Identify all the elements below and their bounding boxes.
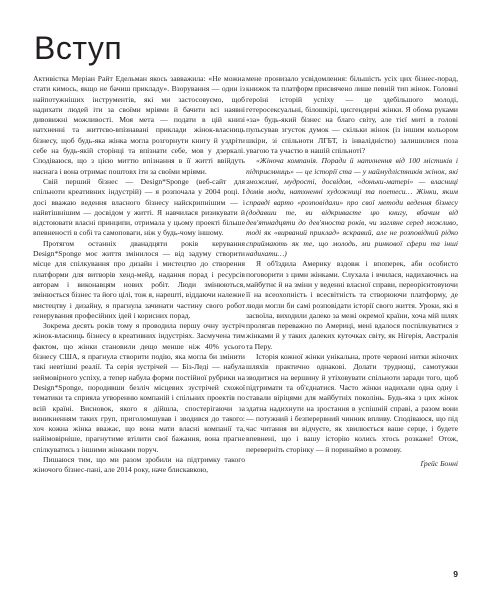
paragraph: мене пронизало усвідомлення: більшість усіх цих бізнес-порад, книжок та платформ присвячено лише певній тип жінок. Головні героїні історій успіху — це здебільшого молоді, гетеросексуальні, білошкірі, цисгендерні жінки. Я обома руками «за» будь-який бізнес на благо світу, але тієї миті в голові пульсував згусток думок — скільки жінок (із іншим кольором шкіри, зі спільноти ЛГБТ, із інвалідністю) залишилися поза увагою та участю в нашій спільноті? bbox=[246, 74, 458, 156]
paragraph: Я об'їздила Америку вздовж і впоперек, аби особисто поговорити з цими жінками. Слухала і вчилася, надихаючись на майбутнє й на зміни у веденні власної справи, переорієнтовуючи її на всеохопність і всесвітність та створюючи платформу, де люди могли би самі розповідати історії свого життя. Уроки, які я засвоїла, виходили далеко за межі окремої країни, хоча мій шлях пролягав переважно по Америці, мені вдалося поспілкуватися з жінками й у таких далеких куточках світу, як Нігерія, Австралія та Перу. bbox=[246, 259, 458, 351]
paragraph: «Жіноча компанія. Поради й натхнення від 100 містиків і підприємниць» — це історії ста — у наймудлістників жінок, які зможливі, мудрості, досвідом, «доньки-матері» — власниці домів моди, натхненні художниці та поетеси… Жінки, яким справді варто «розповідали» про свої методи ведення бізнесу (додавши те, ви відкриваєте цю книгу, вбачим від дев'ятнадцяти до дев'яноста років, чи загляне серед можливо, тоді як «вирваний приклад» яскравий, але не розповідний рідко сприймають як те, що молодь, ми ринкової сфери та інші надихати…) bbox=[246, 156, 458, 259]
right-column bbox=[246, 74, 458, 469]
paragraph: Історія кожної жінки унікальна, проте червоні нитки жіночих шляхів практично однакові. Долати труднощі, самотужки зводитися на вершину й утіховувати спільноти заради того, щоб підтримати та об'єднатися. Часто жінки надихали одна одну і ставали віріцями для майбутніх поколінь. Будь-яка з цих жінок здатна надихнути на зростання в успішній справі, а разом вони — потужний і безперервний чинник впливу. Сподіваюся, що під час читання ви відчуєте, як хвилюється ваше серце, і будете впевнені, що і вашу історію колись хтось розкаже! Отож, переверніть сторінку — й поринаймо в розмову. bbox=[246, 352, 458, 454]
page-title: Вступ bbox=[34, 30, 123, 66]
paragraph: Свій перший бізнес — Design*Sponge (веб-сайт для спільноти креативних індустрій) — я розпочала у 2004 році. І досі вважаю ведення власного бізнесу найскрипнішим — і найвтішнішим — досвідом у житті. Я навчилася ризикувати й відстоювати власні принципи, отримала у цьому проекті більше впевненості в собі та самоповаги, ніж у будь-чому іншому. bbox=[33, 176, 245, 238]
paragraph: Пишаюся тим, що ми разом зробили на підтримку такого жіночого бізнес-пані, але 2014 року, наче блискавкою, bbox=[33, 454, 245, 475]
paragraph: Протягом останніх дванадцяти років керування Design*Sponge моє життя змінилося — від задуму створити місце для спілкування про дизайн і мистецтво до створення платформи для витворів хенд-мейд, надання порад і ресурсів авторам і виконавцям нових робіт. Люди змінюються, змінюється бізнес та його цілі, тож я, нарешті, віддаючи належне мистецтву і дизайну, я прагнула зачинати частину свого робот генерування професійних ідей і корисних порад. bbox=[33, 238, 245, 320]
page-number: 9 bbox=[453, 569, 458, 579]
paragraph: Зокрема десять років тому я проводила першу очну зустріч жінок-власниць бізнесу в креативних індустріях. Засмучена тим фактом, що жінки становили дещо менше ніж 40% усього бізнесу США, я прагнула створити подію, яка могла би змінити такі невтішні реалії. Та серія зустрічей — Біз-Леді — набула неймовірного успіху, а тепер набула форми постійної рубрики на Design*Sponge, породивши безліч місцевих зустрічей схожої тематики та сприяла утворенню компаній і спільних проектів по всій країні. Висновок, якого я дійшла, спостерігаючи за виникненням таких груп, приголомшував і зводився до такого: хоч кожна жінка вважає, що вона мати власні компанії та, найімовірніше, прагнутиме втілити свої бажання, вона прагне спілкуватись з іншими жінками поруч. bbox=[33, 321, 245, 454]
paragraph: Активістка Меріан Райт Едельман якось завважила: «Не можна стати кимось, якщо не бачиш прикладу». Взорування — один із найпотужніших інструментів, які ми застосовуємо, щоб надихати людей іти за своїми мріями й бачити всі наявні дивовижні можливості. Моя мета — подати в цій книзі натхненні та життєво-впізнавані приклади жінок-власниць бізнесу, щоб будь-яка жінка могла розгорнути книгу й уздріти себе на будь-якій сторінці та впізнати себе, мов у дзеркалі. Сподіваюся, що з цією миттю впізнання в її житті ввійдуть наснага і вона отримає поштовх іти за своїми мріями. bbox=[33, 74, 245, 176]
author-signature: Ґрейс Бонні bbox=[420, 458, 458, 468]
left-column bbox=[33, 74, 245, 476]
